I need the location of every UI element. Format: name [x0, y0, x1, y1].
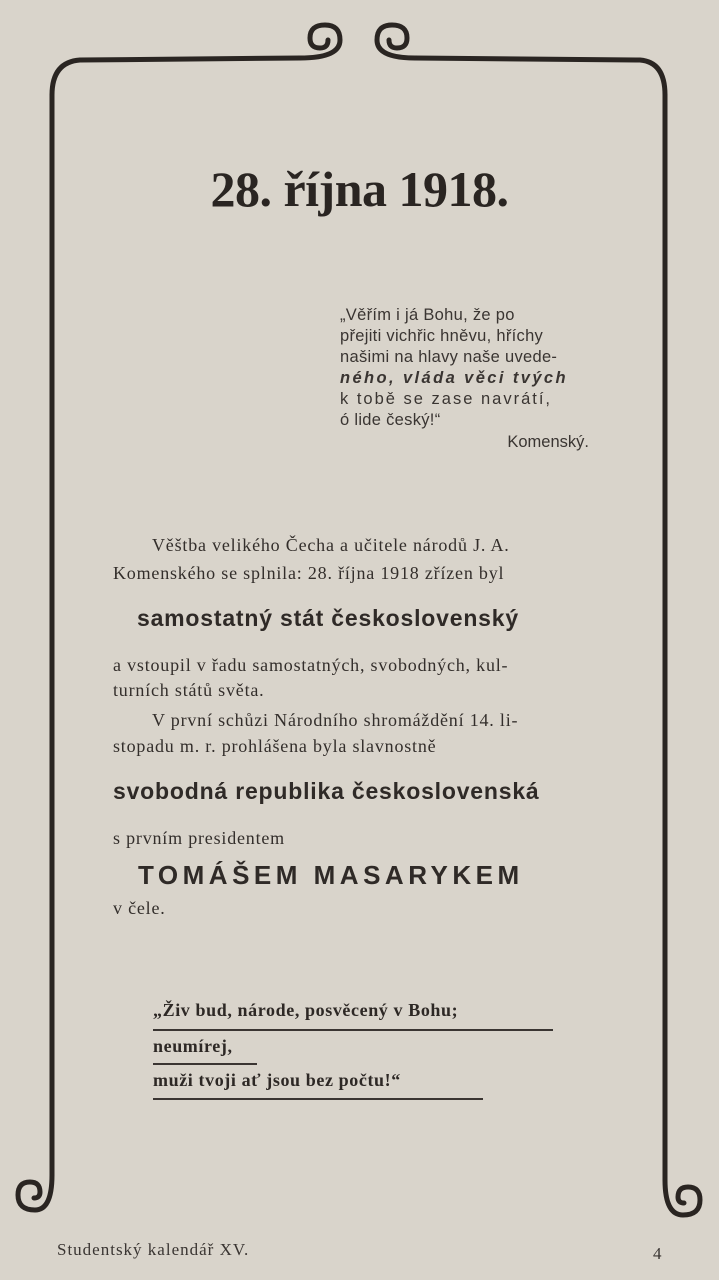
quote-line [340, 368, 610, 389]
quote-line: přejiti vichřic hněvu, hříchy [340, 327, 544, 345]
komensky-quote [340, 305, 610, 431]
quote-line: k tobě se zase navrátí, [340, 390, 553, 408]
quote-line: našimi na hlavy naše uvede- [340, 348, 558, 366]
paragraph-line: v čele. [113, 898, 166, 918]
motto-underline [153, 1029, 553, 1031]
motto-underline [153, 1063, 257, 1065]
paragraph-line: s prvním presidentem [113, 828, 285, 848]
quote-line-emphasis: ného, vláda věci tvých [340, 369, 568, 387]
paragraph-line: turních států světa. [113, 680, 265, 700]
heading-president: TOMÁŠEM MASARYKEM [138, 860, 524, 890]
page-number: 4 [653, 1244, 663, 1263]
page-title: 28. října 1918. [210, 161, 509, 217]
motto-line: neumírej, [153, 1036, 233, 1056]
motto-line: muži tvoji ať jsou bez počtu!“ [153, 1070, 401, 1090]
quote-line: ó lide český!“ [340, 411, 441, 429]
paragraph-line: Věštba velikého Čecha a učitele národů J. A. [152, 535, 510, 555]
quote-line: „Věřím i já Bohu, že po [340, 306, 515, 324]
heading-republic: svobodná republika československá [113, 778, 540, 804]
heading-state: samostatný stát československý [137, 605, 519, 631]
quote-author: Komenský. [507, 433, 589, 451]
paragraph-line: V první schůzi Národního shromáždění 14. li- [152, 710, 519, 730]
paragraph-line: a vstoupil v řadu samostatných, svobodných, kul- [113, 655, 509, 675]
motto-line: „Živ bud, národe, posvěcený v Bohu; [153, 1000, 459, 1020]
footer-publication: Studentský kalendář XV. [57, 1240, 250, 1259]
paragraph-line: stopadu m. r. prohlášena byla slavnostně [113, 736, 437, 756]
paragraph-line: Komenského se splnila: 28. října 1918 zřízen byl [113, 563, 505, 583]
motto-underline [153, 1098, 483, 1100]
